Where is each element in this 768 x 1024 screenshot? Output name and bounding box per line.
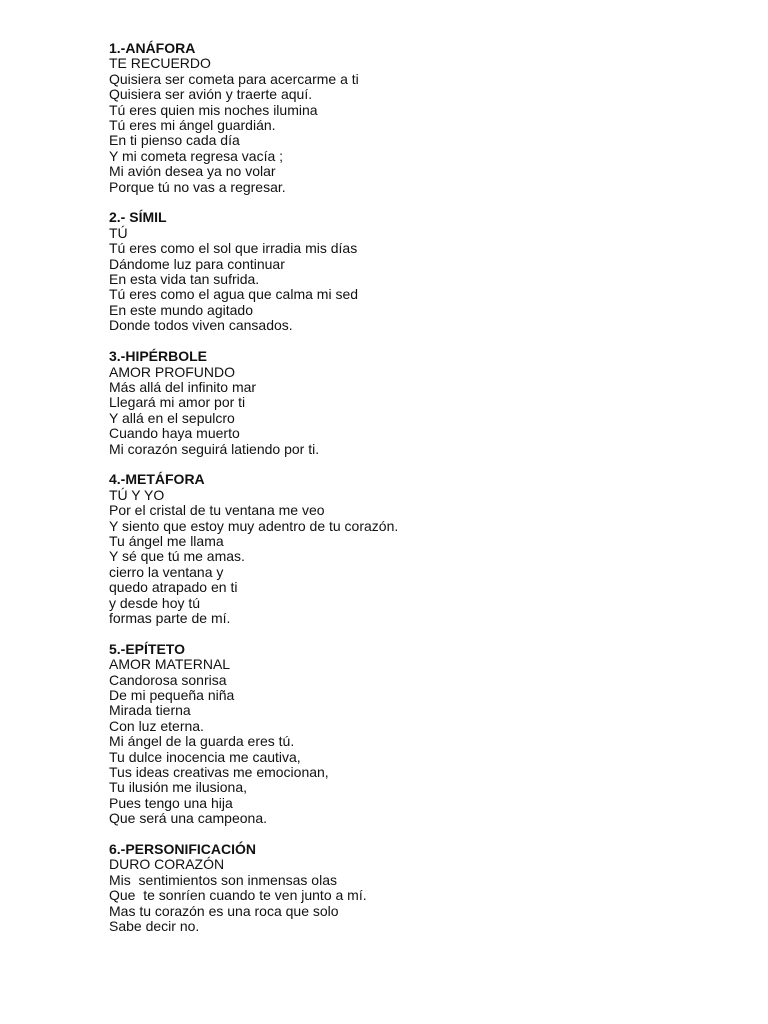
poem-line: Mirada tierna [109, 702, 191, 719]
section-heading: 5.-EPÍTETO [109, 640, 185, 657]
document-page [109, 41, 398, 950]
poem-line: Por el cristal de tu ventana me veo [109, 502, 325, 519]
section-epiteto [109, 642, 398, 827]
section-heading: 4.-METÁFORA [109, 471, 205, 488]
poem-line: Tu dulce inocencia me cautiva, [109, 748, 301, 765]
poem-line: Quisiera ser avión y traerte aquí. [109, 86, 313, 103]
section-heading: 3.-HIPÉRBOLE [109, 348, 208, 365]
poem-line: y desde hoy tú [109, 594, 201, 611]
poem-line: Llegará mi amor por ti [109, 394, 246, 411]
section-heading: 1.-ANÁFORA [109, 40, 196, 56]
poem-line: Tu ilusión me ilusiona, [109, 779, 247, 796]
poem-line: Más allá del infinito mar [109, 378, 257, 395]
section-metafora [109, 472, 398, 626]
poem-line: Y siento que estoy muy adentro de tu corazón. [109, 517, 399, 534]
poem-line: Tú eres mi ángel guardián. [109, 117, 276, 134]
poem-line: Tu ángel me llama [109, 532, 224, 549]
section-hiperbole [109, 349, 398, 457]
section-personificacion [109, 842, 398, 934]
poem-line: Que te sonríen cuando te ven junto a mí. [109, 887, 367, 904]
poem-line: En esta vida tan sufrida. [109, 271, 260, 288]
poem-line: formas parte de mí. [109, 609, 231, 626]
section-heading: 2.- SÍMIL [109, 209, 167, 226]
poem-line: De mi pequeña niña [109, 687, 235, 703]
poem-line: Donde todos viven cansados. [109, 317, 293, 334]
poem-line: Con luz eterna. [109, 717, 204, 734]
poem-line: Mis sentimientos son inmensas olas [109, 871, 337, 888]
poem-title: TÚ Y YO [109, 486, 165, 503]
poem-title: AMOR PROFUNDO [109, 363, 235, 380]
poem-line: Y allá en el sepulcro [109, 409, 235, 426]
poem-line: Tú eres quien mis noches ilumina [109, 101, 318, 118]
poem-line: Mi avión desea ya no volar [109, 163, 276, 180]
poem-line: Cuando haya muerto [109, 425, 240, 442]
poem-line: Y mi cometa regresa vacía ; [109, 147, 284, 164]
poem-line: quedo atrapado en ti [109, 579, 238, 596]
poem-line: Y sé que tú me amas. [109, 548, 245, 565]
poem-line: cierro la ventana y [109, 563, 224, 580]
poem-line: Tú eres como el agua que calma mi sed [109, 286, 359, 303]
poem-line: Pues tengo una hija [109, 794, 233, 811]
section-simil [109, 210, 398, 333]
poem-line: Sabe decir no. [109, 918, 200, 935]
poem-title: TE RECUERDO [109, 55, 211, 72]
poem-line: En ti pienso cada día [109, 132, 240, 149]
poem-line: Dándome luz para continuar [109, 255, 285, 272]
poem-title: DURO CORAZÓN [109, 856, 225, 873]
poem-line: Mi corazón seguirá latiendo por ti. [109, 440, 320, 457]
poem-line: Porque tú no vas a regresar. [109, 178, 286, 195]
poem-title: TÚ [109, 224, 128, 241]
section-heading: 6.-PERSONIFICACIÓN [109, 841, 257, 858]
poem-line: Tú eres como el sol que irradia mis días [109, 240, 358, 257]
poem-line: Mas tu corazón es una roca que solo [109, 902, 339, 919]
poem-line: Tus ideas creativas me emocionan, [109, 764, 329, 781]
poem-title: AMOR MATERNAL [109, 656, 231, 673]
section-anafora [109, 41, 398, 195]
poem-line: En este mundo agitado [109, 301, 253, 318]
poem-line: Quisiera ser cometa para acercarme a ti [109, 70, 359, 87]
poem-line: Candorosa sonrisa [109, 671, 227, 688]
poem-line: Mi ángel de la guarda eres tú. [109, 733, 295, 750]
poem-line: Que será una campeona. [109, 810, 267, 827]
